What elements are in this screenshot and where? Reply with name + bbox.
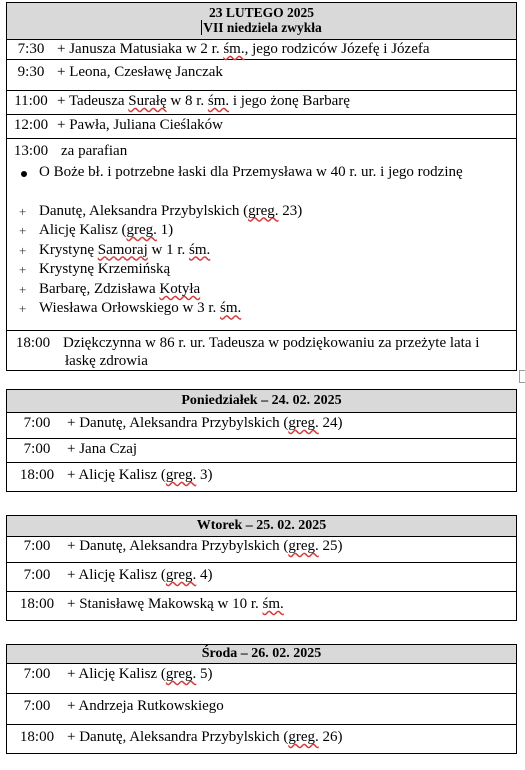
sunday-subtitle-prefix: VII <box>203 20 224 35</box>
mass-time: 9:30 <box>17 64 45 80</box>
mass-intention <box>67 666 213 682</box>
mass-time: 11:00 <box>14 93 48 109</box>
mass-row <box>7 40 517 60</box>
mass-row <box>7 537 517 563</box>
mass-time: 18:00 <box>19 467 55 483</box>
spell-flagged-word: Kotyła <box>159 280 201 297</box>
intention-part: 23) <box>278 202 303 219</box>
sunday-subtitle-rest: niedziela zwykła <box>223 20 322 35</box>
tuesday-header <box>7 516 517 537</box>
intention-part: Alicję Kalisz ( <box>39 222 127 239</box>
intention-part: 24) <box>318 415 343 431</box>
sunday-header <box>7 3 517 40</box>
bullet-item: O Boże bł. i potrzebne łaski dla Przemysława w 40 r. ur. i jego rodzinę <box>7 163 516 183</box>
spell-flagged-word: greg. <box>126 222 157 239</box>
mass-intention <box>67 538 342 554</box>
intention-part: Danutę, Aleksandra Przybylskich ( <box>39 202 249 219</box>
mass-time: 12:00 <box>13 117 49 133</box>
mass-row <box>7 563 517 592</box>
list-item <box>7 280 516 300</box>
spell-flagged-word: greg. <box>165 567 197 583</box>
mass-time: 13:00 <box>13 143 49 159</box>
intention-part: 5) <box>196 666 213 682</box>
intention-part: + Janusza Matusiaka w 2 r. <box>57 41 224 57</box>
intention-part: + Tadeusza <box>57 93 129 109</box>
monday-header <box>7 390 517 413</box>
intention-part: + Danutę, Aleksandra Przybylskich ( <box>67 538 289 554</box>
mass-time: 7:00 <box>23 666 51 682</box>
spell-flagged-word: śm. <box>262 596 284 612</box>
spell-flagged-word: greg. <box>288 729 319 745</box>
mass-intention <box>67 729 342 745</box>
spell-flagged-word: greg. <box>165 666 197 682</box>
mass-row <box>7 60 517 91</box>
intention-part: 4) <box>196 567 213 583</box>
mass-time: 18:00 <box>19 596 55 612</box>
intention-part: + Alicję Kalisz ( <box>67 567 166 583</box>
intention-part: Wiesława Orłowskiego w 3 r. <box>39 300 221 317</box>
mass-time: 7:00 <box>23 441 51 457</box>
sunday-table <box>6 2 517 371</box>
list-item <box>7 221 516 241</box>
mass-intention: za parafian <box>61 143 128 159</box>
bullet-list <box>7 163 516 183</box>
intention-part: i jego żonę Barbarę <box>229 93 350 109</box>
mass-time: 7:00 <box>23 415 51 431</box>
intentions-list <box>7 202 516 320</box>
mass-time: 7:00 <box>23 567 51 583</box>
spell-flagged-word: greg. <box>288 538 319 554</box>
mass-intention-line1: Dziękczynna w 86 r. ur. Tadeusza w podziękowaniu za przeżyte lata i <box>63 335 480 351</box>
mass-time: 7:00 <box>23 538 51 554</box>
wednesday-header <box>7 645 517 664</box>
intention-part: 25) <box>318 538 343 554</box>
list-item <box>7 260 516 280</box>
spell-flagged-word: śm. <box>207 93 230 109</box>
list-item <box>7 241 516 261</box>
mass-row-18 <box>7 331 517 371</box>
list-item <box>7 202 516 222</box>
mass-row <box>7 664 517 694</box>
mass-intention <box>67 596 284 612</box>
mass-row <box>7 439 517 463</box>
mass-row <box>7 91 517 115</box>
mass-intention: + Andrzeja Rutkowskiego <box>67 698 224 714</box>
mass-time: 18:00 <box>15 335 51 351</box>
mass-intention: + Pawła, Juliana Cieślaków <box>57 117 223 133</box>
spell-flagged-word: śm. <box>189 241 211 258</box>
mass-row <box>7 463 517 492</box>
tuesday-title: Wtorek – 25. 02. 2025 <box>7 516 517 537</box>
mass-row <box>7 592 517 621</box>
mass-row <box>7 115 517 139</box>
mass-intention <box>55 41 430 57</box>
intention-part: w 8 r. <box>166 93 208 109</box>
mass-intention <box>67 415 342 431</box>
monday-table <box>6 389 517 492</box>
spell-flagged-word: Surałę <box>128 93 167 109</box>
intention-part: Krystynę Krzemińską <box>39 261 171 278</box>
monday-title: Poniedziałek – 24. 02. 2025 <box>7 390 517 413</box>
wednesday-title: Środa – 26. 02. 2025 <box>7 645 517 664</box>
intention-part: 26) <box>318 729 343 745</box>
intention-part: Barbarę, Zdzisława <box>39 280 160 297</box>
tuesday-table <box>6 515 517 621</box>
spell-flagged-word: śm. <box>223 41 245 57</box>
mass-row <box>7 413 517 439</box>
spell-flagged-word: śm. <box>220 300 242 317</box>
intention-part: 1) <box>156 222 174 239</box>
mass-row-13 <box>7 139 517 331</box>
sunday-subtitle <box>7 20 516 35</box>
mass-intention: + Leona, Czesławę Janczak <box>57 64 223 80</box>
mass-time: 7:00 <box>23 698 51 714</box>
spell-flagged-word: greg. <box>165 467 197 483</box>
intention-part: Krystynę <box>39 241 98 258</box>
mass-intention <box>55 93 350 109</box>
table-move-handle[interactable] <box>519 370 525 383</box>
mass-row <box>7 725 517 754</box>
intention-part: + Alicję Kalisz ( <box>67 467 166 483</box>
intention-part: + Danutę, Aleksandra Przybylskich ( <box>67 415 289 431</box>
mass-intention <box>67 467 213 483</box>
spell-flagged-word: greg. <box>248 202 279 219</box>
list-item <box>7 299 516 319</box>
sunday-title: 23 LUTEGO 2025 <box>208 5 314 20</box>
mass-time: 18:00 <box>19 729 55 745</box>
intention-part: 3) <box>196 467 213 483</box>
intention-part: + Stanisławę Makowską w 10 r. <box>67 596 263 612</box>
mass-row <box>7 694 517 725</box>
intention-part: , jego rodziców Józefę i Józefa <box>244 41 430 57</box>
wednesday-table <box>6 644 517 754</box>
spell-flagged-word: Samoraj <box>97 241 148 258</box>
mass-intention: + Jana Czaj <box>67 441 138 457</box>
intention-part: + Danutę, Aleksandra Przybylskich ( <box>67 729 289 745</box>
mass-intention <box>67 567 213 583</box>
spell-flagged-word: greg. <box>288 415 319 431</box>
mass-time: 7:30 <box>17 41 45 57</box>
intention-part: w 1 r. <box>147 241 189 258</box>
mass-intention-line2: łaskę zdrowia <box>65 353 148 369</box>
intention-part: + Alicję Kalisz ( <box>67 666 166 682</box>
